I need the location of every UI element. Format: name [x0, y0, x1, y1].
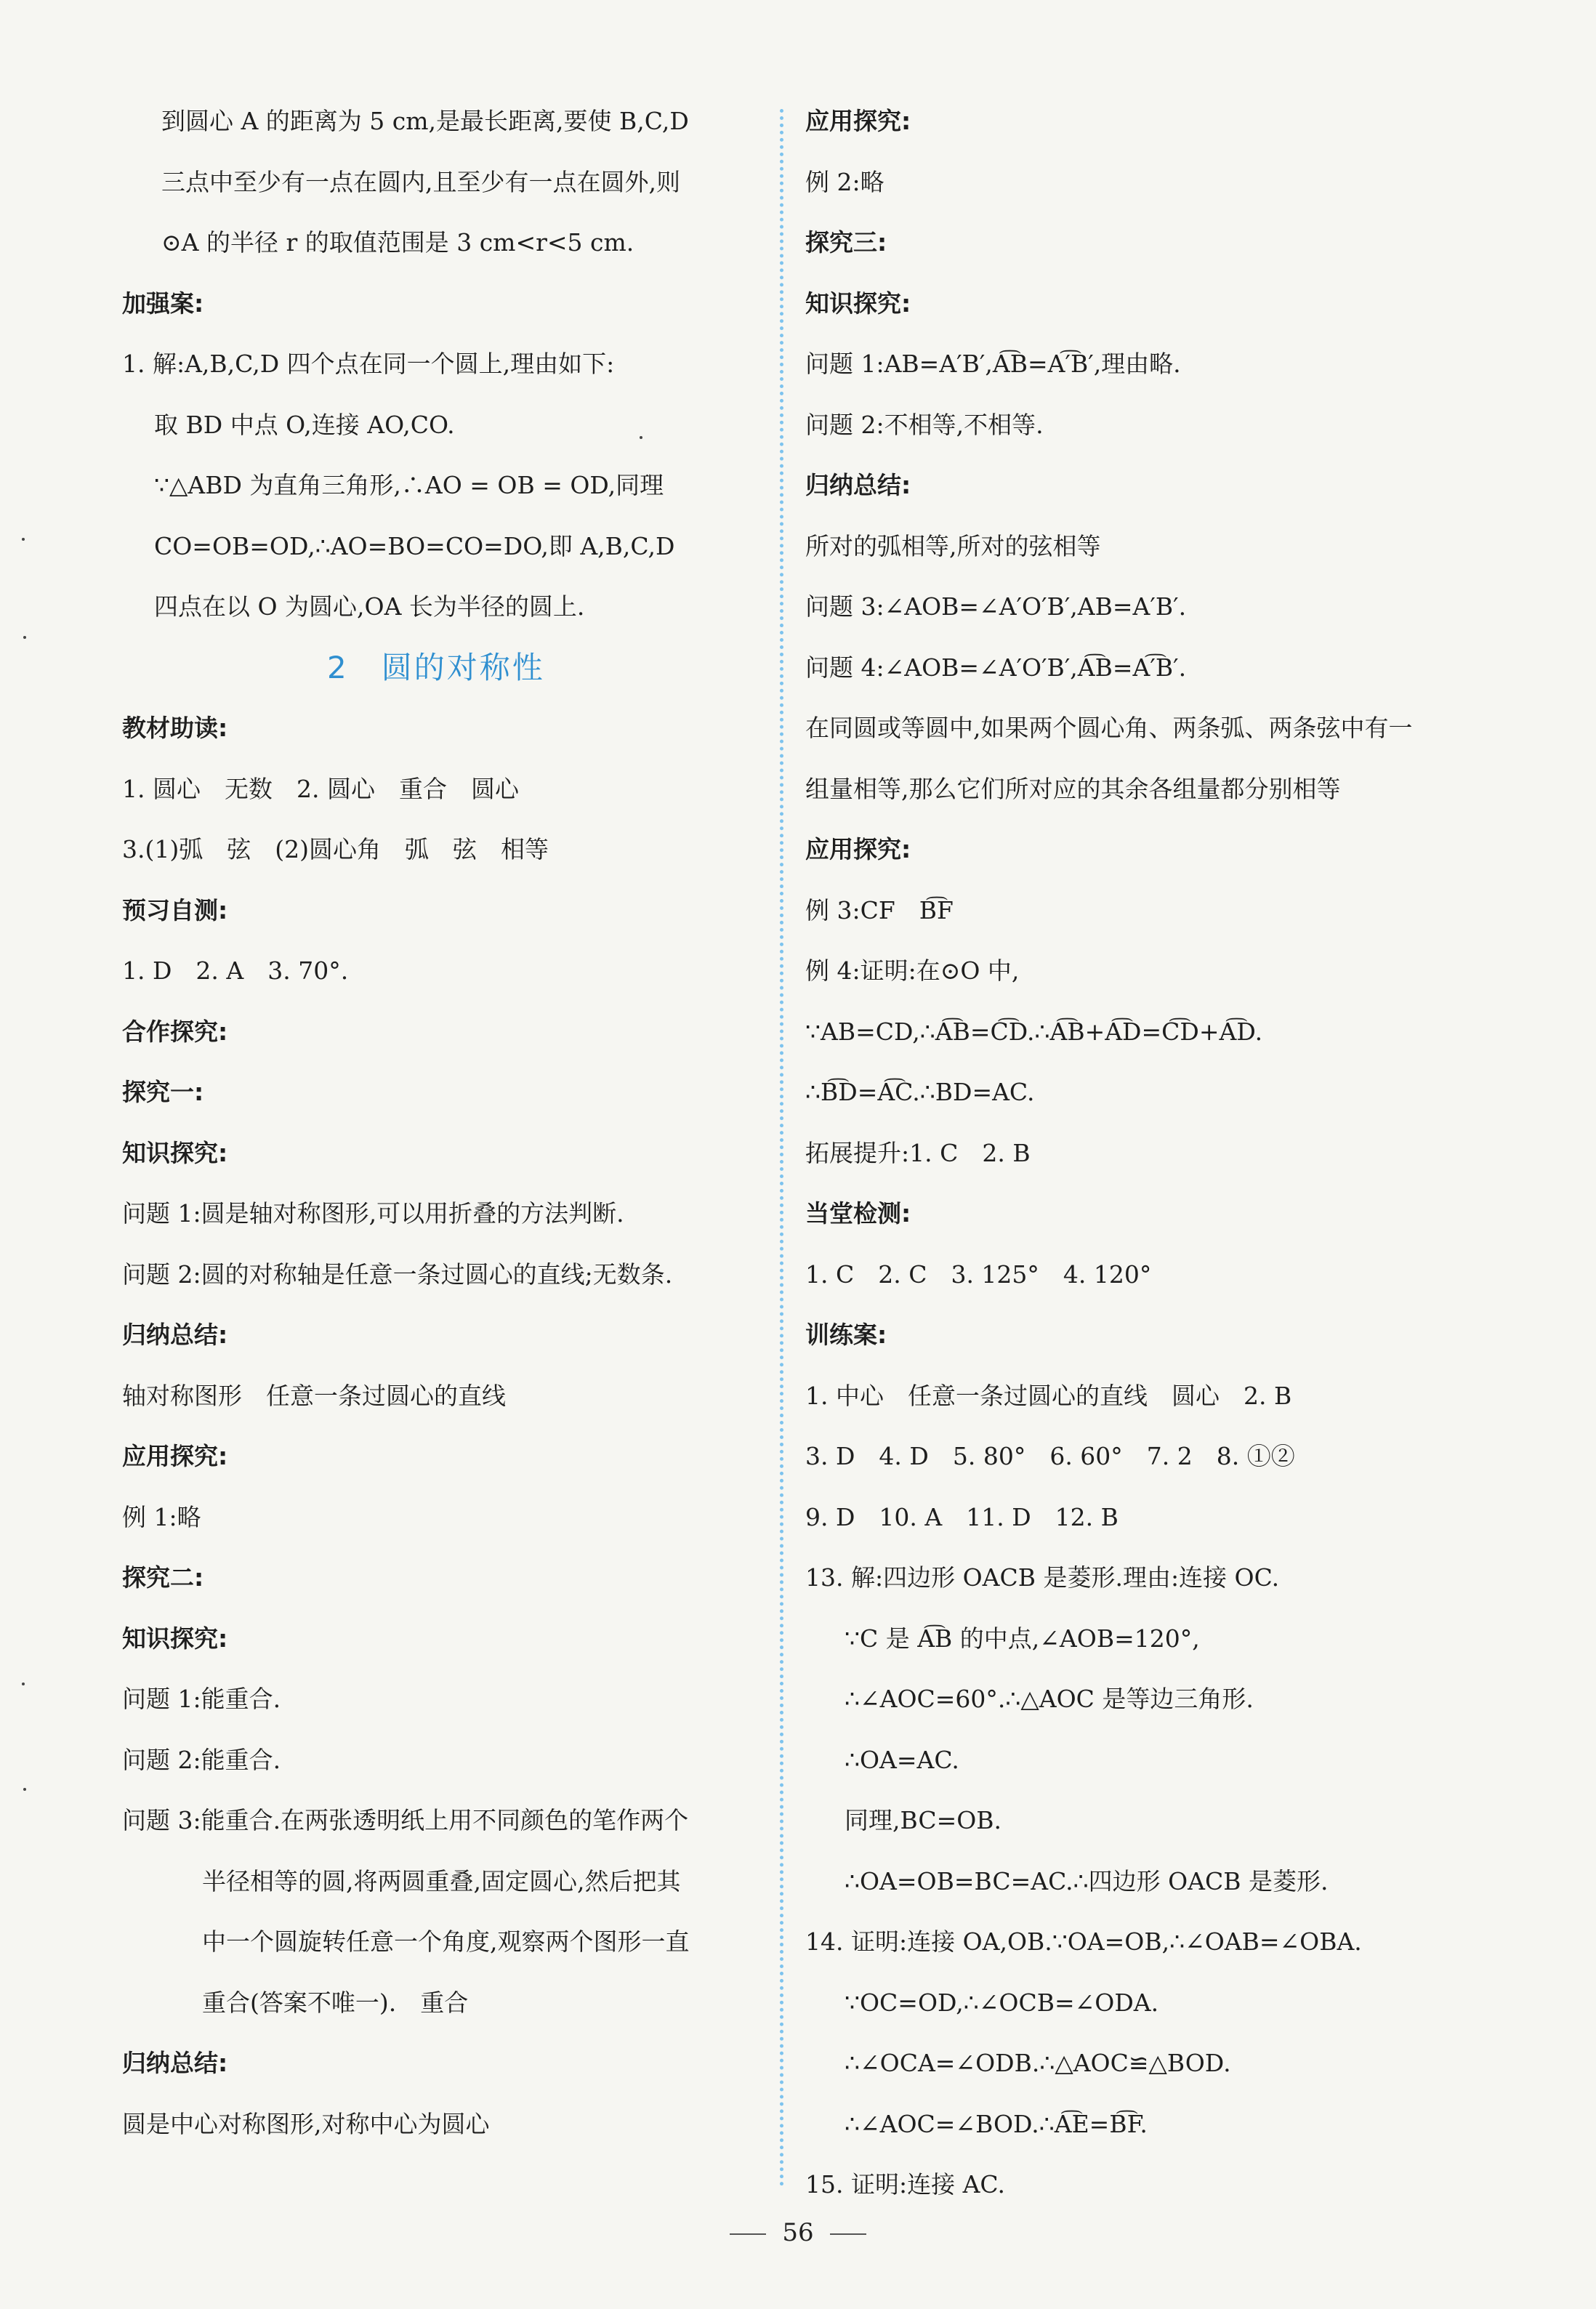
footer-dash-left	[730, 2233, 766, 2235]
text-line: 重合(答案不唯一). 重合	[202, 1988, 469, 2017]
text-line: 1. 圆心 无数 2. 圆心 重合 圆心	[122, 774, 519, 803]
section-heading: 预习自测:	[122, 895, 228, 924]
text-line: 1. 解:A,B,C,D 四个点在同一个圆上,理由如下:	[122, 350, 615, 378]
text-line: 3. D 4. D 5. 80° 6. 60° 7. 2 8. ①②	[805, 1442, 1295, 1470]
text-line: 3.(1)弧 弦 (2)圆心角 弧 弦 相等	[122, 835, 549, 863]
text-line: 问题 4:∠AOB=∠A′O′B′,A͡B=A′͡B′.	[805, 653, 1187, 682]
section-title: 2 圆的对称性	[327, 649, 545, 685]
section-heading: 探究三:	[805, 228, 887, 257]
section-heading: 当堂检测:	[805, 1199, 911, 1228]
text-line: ∵C 是 A͡B 的中点,∠AOB=120°,	[845, 1624, 1200, 1653]
section-heading: 归纳总结:	[122, 2049, 228, 2077]
text-line: 问题 3:能重合.在两张透明纸上用不同颜色的笔作两个	[122, 1806, 689, 1834]
text-line: 圆是中心对称图形,对称中心为圆心	[122, 2109, 490, 2138]
page-number-footer	[0, 2217, 1596, 2249]
text-line: 1. 中心 任意一条过圆心的直线 圆心 2. B	[805, 1381, 1292, 1410]
text-line: 问题 2:不相等,不相等.	[805, 410, 1044, 439]
section-heading: 知识探究:	[805, 289, 911, 318]
text-line: 13. 解:四边形 OACB 是菱形.理由:连接 OC.	[805, 1563, 1280, 1592]
section-heading: 合作探究:	[122, 1017, 228, 1046]
text-line: ∴∠AOC=∠BOD.∴A͡E=B͡F.	[845, 2109, 1148, 2138]
text-line: 三点中至少有一点在圆内,且至少有一点在圆外,则	[161, 167, 680, 196]
section-heading: 归纳总结:	[805, 471, 911, 499]
text-line: ∴∠OCA=∠ODB.∴△AOC≌△BOD.	[845, 2049, 1231, 2077]
text-line: 问题 1:AB=A′B′,A͡B=A′͡B′,理由略.	[805, 350, 1181, 378]
text-line: ∴B͡D=A͡C.∴BD=AC.	[805, 1078, 1035, 1106]
text-line: 半径相等的圆,将两圆重叠,固定圆心,然后把其	[202, 1866, 681, 1895]
text-line: 取 BD 中点 O,连接 AO,CO.	[154, 410, 455, 439]
text-line: 四点在以 O 为圆心,OA 长为半径的圆上.	[154, 592, 585, 621]
text-line: 问题 1:圆是轴对称图形,可以用折叠的方法判断.	[122, 1199, 624, 1228]
scan-speck	[640, 436, 642, 439]
section-heading: 探究二:	[122, 1563, 204, 1592]
text-line: 问题 1:能重合.	[122, 1685, 281, 1713]
text-line: 9. D 10. A 11. D 12. B	[805, 1502, 1119, 1531]
section-heading: 应用探究:	[122, 1442, 228, 1470]
text-line: ∴OA=AC.	[845, 1745, 959, 1774]
page-number: 56	[782, 2218, 814, 2247]
section-heading: 加强案:	[122, 289, 204, 318]
text-line: 轴对称图形 任意一条过圆心的直线	[122, 1381, 506, 1410]
text-line: 在同圆或等圆中,如果两个圆心角、两条弧、两条弦中有一	[805, 714, 1413, 742]
text-line: 14. 证明:连接 OA,OB.∵OA=OB,∴∠OAB=∠OBA.	[805, 1927, 1362, 1956]
column-divider	[780, 109, 783, 2188]
text-line: 拓展提升:1. C 2. B	[805, 1138, 1031, 1167]
section-heading: 归纳总结:	[122, 1321, 228, 1349]
text-line: 例 1:略	[122, 1502, 201, 1531]
text-line: 同理,BC=OB.	[845, 1806, 1002, 1834]
text-line: 到圆心 A 的距离为 5 cm,是最长距离,要使 B,C,D	[161, 107, 689, 135]
scan-speck	[22, 1683, 25, 1685]
text-line: ∵OC=OD,∴∠OCB=∠ODA.	[845, 1988, 1159, 2017]
scan-speck	[22, 538, 25, 541]
section-heading: 教材助读:	[122, 714, 228, 742]
text-line: ∵△ABD 为直角三角形,∴AO = OB = OD,同理	[154, 471, 664, 499]
scan-speck	[23, 636, 26, 639]
scan-speck	[23, 1788, 26, 1791]
text-line: 1. C 2. C 3. 125° 4. 120°	[805, 1260, 1152, 1289]
text-line: 例 4:证明:在⊙O 中,	[805, 956, 1020, 985]
text-line: ∴∠AOC=60°.∴△AOC 是等边三角形.	[845, 1685, 1254, 1713]
text-line: ∴OA=OB=BC=AC.∴四边形 OACB 是菱形.	[845, 1866, 1329, 1895]
text-line: 所对的弧相等,所对的弦相等	[805, 531, 1101, 560]
section-heading: 探究一:	[122, 1078, 204, 1106]
text-line: 中一个圆旋转任意一个角度,观察两个图形一直	[202, 1927, 690, 1956]
text-line: 例 2:略	[805, 167, 884, 196]
text-line: 15. 证明:连接 AC.	[805, 2170, 1005, 2199]
section-heading: 应用探究:	[805, 835, 911, 863]
footer-dash-right	[830, 2233, 866, 2235]
section-heading: 知识探究:	[122, 1138, 228, 1167]
text-line: 问题 3:∠AOB=∠A′O′B′,AB=A′B′.	[805, 592, 1187, 621]
section-heading: 应用探究:	[805, 107, 911, 135]
text-line: 组量相等,那么它们所对应的其余各组量都分别相等	[805, 774, 1341, 803]
text-line: 问题 2:能重合.	[122, 1745, 281, 1774]
section-heading: 知识探究:	[122, 1624, 228, 1653]
text-line: 例 3:CF B͡F	[805, 895, 954, 924]
text-line: CO=OB=OD,∴AO=BO=CO=DO,即 A,B,C,D	[154, 531, 675, 560]
text-line: 1. D 2. A 3. 70°.	[122, 956, 349, 985]
text-line: ⊙A 的半径 r 的取值范围是 3 cm<r<5 cm.	[161, 228, 634, 257]
text-line: 问题 2:圆的对称轴是任意一条过圆心的直线;无数条.	[122, 1260, 673, 1289]
section-heading: 训练案:	[805, 1321, 887, 1349]
text-line: ∵AB=CD,∴A͡B=C͡D.∴A͡B+A͡D=C͡D+A͡D.	[805, 1017, 1263, 1046]
